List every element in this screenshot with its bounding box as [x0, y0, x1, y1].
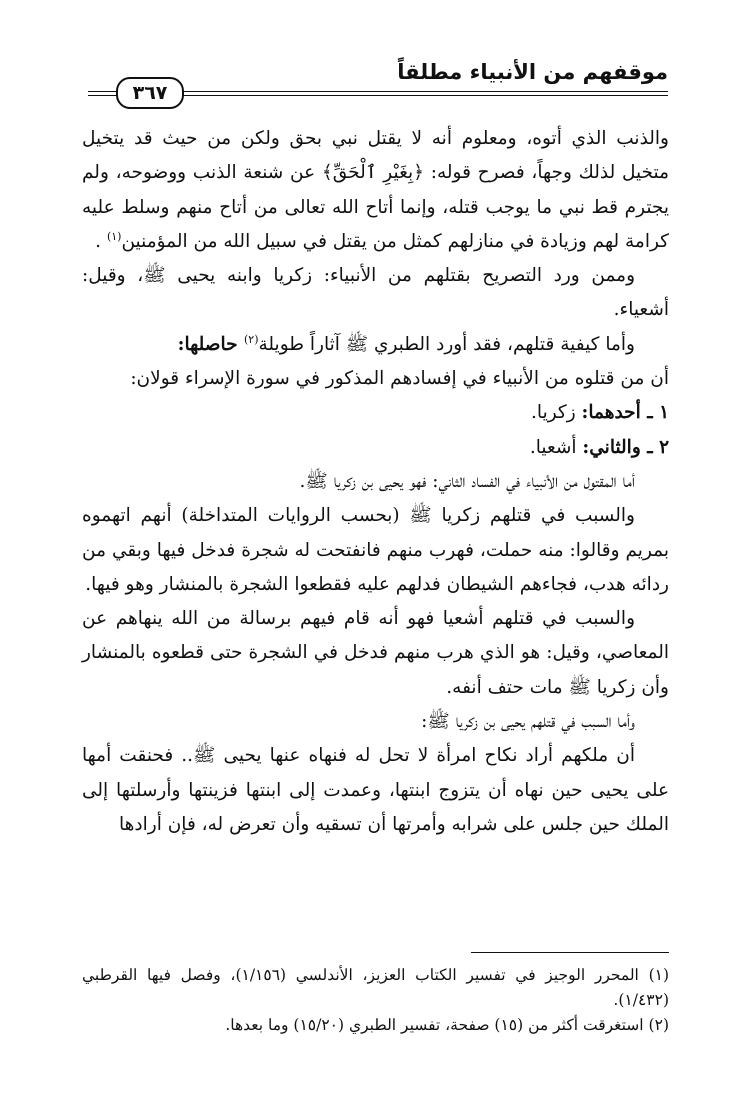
paragraph-3-bold: حاصلها:: [177, 333, 244, 355]
list-item-1-label: ١ ـ أحدهما:: [581, 402, 669, 424]
page-number: ٣٦٧: [116, 77, 184, 109]
footnotes: [82, 963, 669, 1039]
footnote-2-number: (٢): [648, 1016, 669, 1034]
paragraph-1: [82, 122, 669, 259]
paragraph-5: أما المقتول من الأنبياء في الفساد الثاني: فهو يحيى بن زكريا ﷺ.: [299, 470, 635, 492]
footnote-separator: [471, 952, 669, 953]
footnote-1: [82, 963, 669, 1012]
footnote-1-number: (١): [648, 966, 670, 984]
paragraph-7: والسبب في قتلهم أشعيا فهو أنه قام فيهم برسالة من الله ينهاهم عن المعاصي، وقيل: هو الذي هرب منهم فدخل في الشجرة حتى قطعوه بالمنشار وأن زكريا ﷺ مات حتف أنفه.: [82, 608, 669, 698]
paragraph-6: والسبب في قتلهم زكريا ﷺ (بحسب الروايات المتداخلة) أنهم اتهموه بمريم وقالوا: منه حملت، فهرب منهم فانفتحت له شجرة فدخل فيها وبقي من ردائه هدب، فجاءهم الشيطان فدلهم عليه فقطعوا الشجرة بالمنشار وهو فيها.: [82, 505, 669, 595]
running-header: [88, 58, 668, 108]
footnote-ref-2[interactable]: (٢): [244, 332, 259, 346]
footnote-2: [82, 1013, 669, 1038]
list-item-1: [82, 396, 669, 430]
list-item-1-text: زكريا.: [531, 402, 582, 424]
paragraph-8: وأما السبب في قتلهم يحيى بن زكريا ﷺ:: [421, 711, 635, 733]
footnote-2-text: استغرقت أكثر من (١٥) صفحة، تفسير الطبري (١٥/٢٠) وما بعدها.: [225, 1016, 644, 1034]
list-item-2: [82, 431, 669, 465]
list-item-2-text: أشعيا.: [529, 436, 583, 458]
paragraph-4: أن من قتلوه من الأنبياء في إفسادهم المذكور في سورة الإسراء قولان:: [130, 368, 669, 390]
paragraph-3: [82, 328, 669, 362]
footnote-ref-1[interactable]: (١): [106, 229, 122, 243]
list-item-2-label: ٢ ـ والثاني:: [582, 436, 669, 458]
chapter-title: موقفهم من الأنبياء مطلقاً: [397, 60, 668, 84]
body-text: [82, 122, 669, 842]
footnote-1-text: المحرر الوجيز في تفسير الكتاب العزيز، الأندلسي (١/١٥٦)، وفصل فيها القرطبي (١/٤٣٢).: [82, 966, 669, 1009]
paragraph-1-end: .: [95, 230, 107, 252]
paragraph-3-text: وأما كيفية قتلهم، فقد أورد الطبري ﷺ آثاراً طويلة: [258, 333, 635, 355]
paragraph-1-text: والذنب الذي أتوه، ومعلوم أنه لا يقتل نبي بحق ولكن من حيث قد يتخيل متخيل لذلك وجهاً، فصرح قوله: ﴿بِغَيْرِ ٱلْحَقِّ﴾ عن شنعة الذنب ووضوحه، ولم يجترم قط نبي ما يوجب قتله، وإنما أتاح الله تعالى من أتاح منهم وسلط عليه كرامة لهم وزيادة في منازلهم كمثل من يقتل في سبيل الله من المؤمنين: [82, 128, 669, 252]
paragraph-2: وممن ورد التصريح بقتلهم من الأنبياء: زكريا وابنه يحيى ﷺ، وقيل: أشعياء.: [82, 265, 669, 321]
paragraph-9: أن ملكهم أراد نكاح امرأة لا تحل له فنهاه عنها يحيى ﷺ.. فحنقت أمها على يحيى حين نهاه أن يتزوج ابنتها، وعمدت إلى ابنتها فزينتها وأرسلتها إلى الملك حين جلس على شرابه وأمرتها أن تسقيه وأن تعرض له، فإن أرادها: [82, 745, 669, 835]
